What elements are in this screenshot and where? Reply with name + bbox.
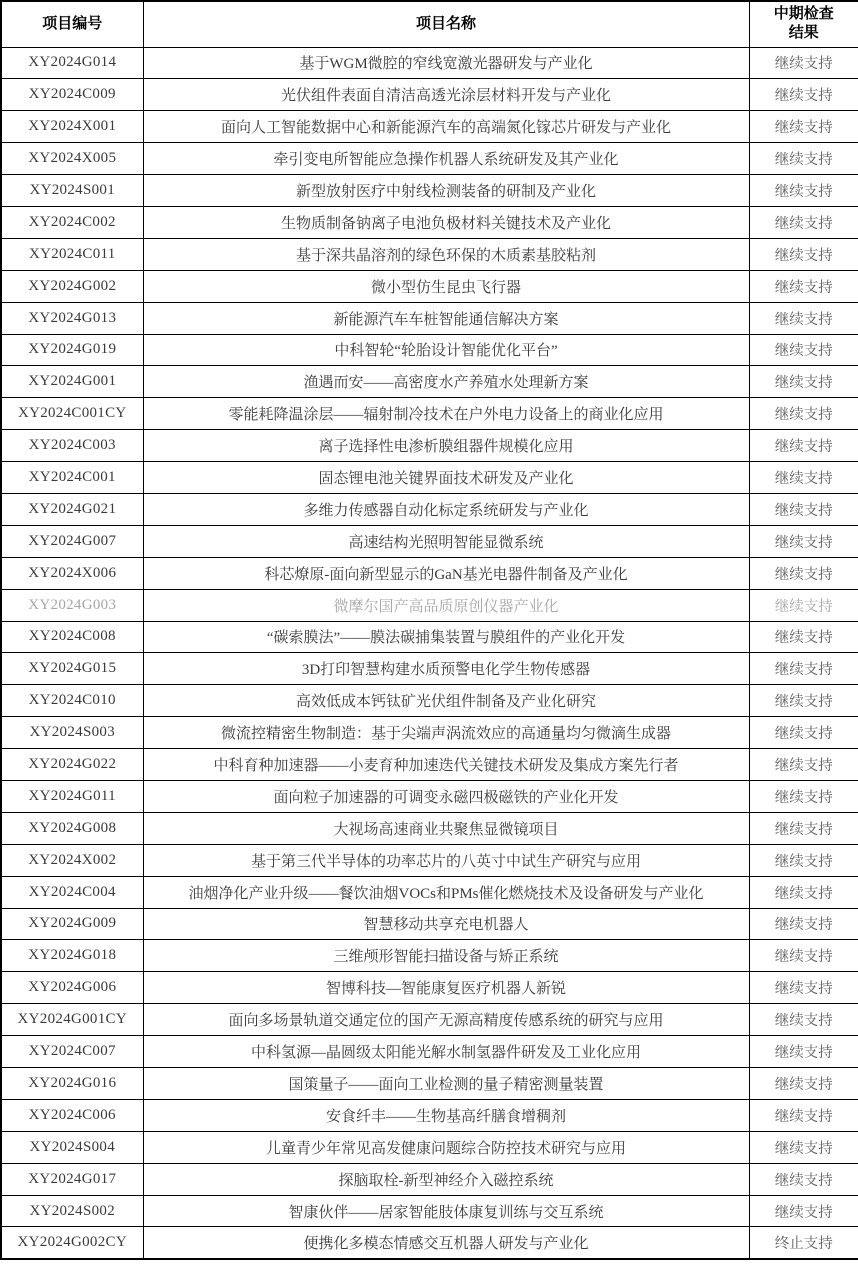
project-code-cell: XY2024G002CY: [1, 1227, 143, 1259]
midterm-result-cell: 继续支持: [749, 749, 858, 781]
table-row: [1, 493, 858, 525]
table-row: [1, 717, 858, 749]
table-row: [1, 334, 858, 366]
project-code-cell: XY2024C008: [1, 621, 143, 653]
midterm-result-cell: 继续支持: [749, 844, 858, 876]
table-row: [1, 47, 858, 79]
table-row: [1, 206, 858, 238]
project-name-cell: 光伏组件表面自清洁高透光涂层材料开发与产业化: [143, 79, 749, 111]
project-name-cell: 渔遇而安——高密度水产养殖水处理新方案: [143, 366, 749, 398]
table-row: [1, 1131, 858, 1163]
table-body: [1, 47, 858, 1259]
project-code-cell: XY2024C004: [1, 876, 143, 908]
midterm-result-cell: 继续支持: [749, 685, 858, 717]
header-project-name: 项目名称: [143, 1, 749, 47]
header-midterm-result-line2: 结果: [788, 25, 819, 42]
project-name-cell: 智康伙伴——居家智能肢体康复训练与交互系统: [143, 1195, 749, 1227]
table-row: [1, 780, 858, 812]
table-row: [1, 844, 858, 876]
table-row: [1, 1036, 858, 1068]
table-row: [1, 621, 858, 653]
project-name-cell: 智慧移动共享充电机器人: [143, 908, 749, 940]
midterm-result-cell: 继续支持: [749, 525, 858, 557]
midterm-result-cell: 继续支持: [749, 79, 858, 111]
table-row: [1, 238, 858, 270]
project-code-cell: XY2024C007: [1, 1036, 143, 1068]
table-row: [1, 557, 858, 589]
project-code-cell: XY2024G002: [1, 270, 143, 302]
project-name-cell: 基于深共晶溶剂的绿色环保的木质素基胶粘剂: [143, 238, 749, 270]
midterm-result-cell: 继续支持: [749, 206, 858, 238]
project-code-cell: XY2024X005: [1, 143, 143, 175]
midterm-result-cell: 继续支持: [749, 1036, 858, 1068]
project-code-cell: XY2024X002: [1, 844, 143, 876]
table-row: [1, 1099, 858, 1131]
midterm-result-cell: 继续支持: [749, 175, 858, 207]
project-name-cell: 离子选择性电渗析膜组器件规模化应用: [143, 430, 749, 462]
project-code-cell: XY2024G017: [1, 1163, 143, 1195]
table-row: [1, 685, 858, 717]
table-row: [1, 79, 858, 111]
project-name-cell: 微摩尔国产高品质原创仪器产业化: [143, 589, 749, 621]
project-code-cell: XY2024C001: [1, 462, 143, 494]
project-name-cell: 3D打印智慧构建水质预警电化学生物传感器: [143, 653, 749, 685]
project-code-cell: XY2024C011: [1, 238, 143, 270]
project-name-cell: 面向粒子加速器的可调变永磁四极磁铁的产业化开发: [143, 780, 749, 812]
project-code-cell: XY2024C002: [1, 206, 143, 238]
table-row: [1, 462, 858, 494]
project-name-cell: 高效低成本钙钛矿光伏组件制备及产业化研究: [143, 685, 749, 717]
project-name-cell: 基于WGM微腔的窄线宽激光器研发与产业化: [143, 47, 749, 79]
project-name-cell: 大视场高速商业共聚焦显微镜项目: [143, 812, 749, 844]
midterm-result-cell: 继续支持: [749, 1068, 858, 1100]
midterm-result-cell: 继续支持: [749, 1131, 858, 1163]
midterm-result-cell: 继续支持: [749, 270, 858, 302]
table-row: [1, 525, 858, 557]
project-code-cell: XY2024G007: [1, 525, 143, 557]
table-header: [1, 1, 858, 47]
project-code-cell: XY2024C009: [1, 79, 143, 111]
midterm-result-cell: 继续支持: [749, 1099, 858, 1131]
table-row: [1, 1004, 858, 1036]
project-name-cell: 多维力传感器自动化标定系统研发与产业化: [143, 493, 749, 525]
midterm-result-cell: 继续支持: [749, 302, 858, 334]
midterm-result-cell: 继续支持: [749, 780, 858, 812]
project-code-cell: XY2024G019: [1, 334, 143, 366]
midterm-result-cell: 继续支持: [749, 493, 858, 525]
project-code-cell: XY2024G013: [1, 302, 143, 334]
table-row: [1, 302, 858, 334]
table-row: [1, 1163, 858, 1195]
project-code-cell: XY2024X001: [1, 111, 143, 143]
table-row: [1, 972, 858, 1004]
project-name-cell: 高速结构光照明智能显微系统: [143, 525, 749, 557]
table-row: [1, 143, 858, 175]
project-code-cell: XY2024G006: [1, 972, 143, 1004]
midterm-result-cell: 继续支持: [749, 143, 858, 175]
table-row: [1, 175, 858, 207]
project-code-cell: XY2024G022: [1, 749, 143, 781]
table-row: [1, 430, 858, 462]
midterm-result-cell: 继续支持: [749, 908, 858, 940]
midterm-result-cell: 继续支持: [749, 334, 858, 366]
midterm-result-cell: 继续支持: [749, 621, 858, 653]
midterm-result-cell: 继续支持: [749, 47, 858, 79]
header-midterm-result: [749, 1, 858, 47]
project-name-cell: 面向人工智能数据中心和新能源汽车的高端氮化镓芯片研发与产业化: [143, 111, 749, 143]
table-row: [1, 1195, 858, 1227]
project-code-cell: XY2024X006: [1, 557, 143, 589]
project-name-cell: “碳索膜法”——膜法碳捕集装置与膜组件的产业化开发: [143, 621, 749, 653]
project-name-cell: 面向多场景轨道交通定位的国产无源高精度传感系统的研究与应用: [143, 1004, 749, 1036]
midterm-result-cell: 继续支持: [749, 972, 858, 1004]
project-code-cell: XY2024G016: [1, 1068, 143, 1100]
project-name-cell: 零能耗降温涂层——辐射制冷技术在户外电力设备上的商业化应用: [143, 398, 749, 430]
project-name-cell: 安食纤丰——生物基高纤膳食增稠剂: [143, 1099, 749, 1131]
midterm-result-cell: 继续支持: [749, 940, 858, 972]
midterm-result-cell: 继续支持: [749, 653, 858, 685]
project-name-cell: 便携化多模态情感交互机器人研发与产业化: [143, 1227, 749, 1259]
table-row: [1, 653, 858, 685]
project-code-cell: XY2024G014: [1, 47, 143, 79]
midterm-result-cell: 继续支持: [749, 398, 858, 430]
project-name-cell: 新型放射医疗中射线检测装备的研制及产业化: [143, 175, 749, 207]
project-name-cell: 中科智轮“轮胎设计智能优化平台”: [143, 334, 749, 366]
table-row: [1, 589, 858, 621]
project-code-cell: XY2024S003: [1, 717, 143, 749]
project-code-cell: XY2024G011: [1, 780, 143, 812]
project-name-cell: 中科育种加速器——小麦育种加速迭代关键技术研发及集成方案先行者: [143, 749, 749, 781]
project-code-cell: XY2024S001: [1, 175, 143, 207]
project-name-cell: 牵引变电所智能应急操作机器人系统研发及其产业化: [143, 143, 749, 175]
project-code-cell: XY2024G018: [1, 940, 143, 972]
project-code-cell: XY2024G008: [1, 812, 143, 844]
project-code-cell: XY2024G001CY: [1, 1004, 143, 1036]
project-code-cell: XY2024C003: [1, 430, 143, 462]
midterm-result-cell: 继续支持: [749, 462, 858, 494]
header-row: [1, 1, 858, 47]
header-project-code: 项目编号: [1, 1, 143, 47]
midterm-result-cell: 继续支持: [749, 238, 858, 270]
table-row: [1, 908, 858, 940]
project-name-cell: 国策量子——面向工业检测的量子精密测量装置: [143, 1068, 749, 1100]
project-code-cell: XY2024G009: [1, 908, 143, 940]
table-row: [1, 749, 858, 781]
midterm-result-cell: 继续支持: [749, 589, 858, 621]
project-name-cell: 中科氢源—晶圆级太阳能光解水制氢器件研发及工业化应用: [143, 1036, 749, 1068]
project-name-cell: 探脑取栓-新型神经介入磁控系统: [143, 1163, 749, 1195]
midterm-result-cell: 继续支持: [749, 557, 858, 589]
project-name-cell: 微小型仿生昆虫飞行器: [143, 270, 749, 302]
project-code-cell: XY2024G015: [1, 653, 143, 685]
project-name-cell: 新能源汽车车桩智能通信解决方案: [143, 302, 749, 334]
midterm-result-cell: 继续支持: [749, 366, 858, 398]
table-row: [1, 270, 858, 302]
midterm-result-cell: 继续支持: [749, 430, 858, 462]
project-name-cell: 微流控精密生物制造：基于尖端声涡流效应的高通量均匀微滴生成器: [143, 717, 749, 749]
project-name-cell: 智博科技—智能康复医疗机器人新锐: [143, 972, 749, 1004]
project-code-cell: XY2024C010: [1, 685, 143, 717]
project-name-cell: 生物质制备钠离子电池负极材料关键技术及产业化: [143, 206, 749, 238]
midterm-result-cell: 继续支持: [749, 1195, 858, 1227]
table-row: [1, 1068, 858, 1100]
midterm-result-cell: 继续支持: [749, 812, 858, 844]
midterm-result-cell: 继续支持: [749, 876, 858, 908]
header-midterm-result-line1: 中期检查: [773, 5, 834, 22]
project-code-cell: XY2024S004: [1, 1131, 143, 1163]
table-row: [1, 812, 858, 844]
project-code-cell: XY2024G021: [1, 493, 143, 525]
project-name-cell: 儿童青少年常见高发健康问题综合防控技术研究与应用: [143, 1131, 749, 1163]
project-name-cell: 基于第三代半导体的功率芯片的八英寸中试生产研究与应用: [143, 844, 749, 876]
project-name-cell: 固态锂电池关键界面技术研发及产业化: [143, 462, 749, 494]
midterm-result-cell: 继续支持: [749, 111, 858, 143]
table-row: [1, 1227, 858, 1259]
midterm-result-cell: 继续支持: [749, 1163, 858, 1195]
table-row: [1, 940, 858, 972]
project-name-cell: 科芯燎原-面向新型显示的GaN基光电器件制备及产业化: [143, 557, 749, 589]
table-row: [1, 366, 858, 398]
table-row: [1, 398, 858, 430]
project-name-cell: 三维颅形智能扫描设备与矫正系统: [143, 940, 749, 972]
project-code-cell: XY2024G003: [1, 589, 143, 621]
midterm-result-cell: 终止支持: [749, 1227, 858, 1259]
midterm-result-cell: 继续支持: [749, 1004, 858, 1036]
table-row: [1, 111, 858, 143]
project-code-cell: XY2024C006: [1, 1099, 143, 1131]
project-code-cell: XY2024G001: [1, 366, 143, 398]
project-name-cell: 油烟净化产业升级——餐饮油烟VOCs和PMs催化燃烧技术及设备研发与产业化: [143, 876, 749, 908]
project-code-cell: XY2024C001CY: [1, 398, 143, 430]
midterm-result-cell: 继续支持: [749, 717, 858, 749]
table-row: [1, 876, 858, 908]
project-code-cell: XY2024S002: [1, 1195, 143, 1227]
